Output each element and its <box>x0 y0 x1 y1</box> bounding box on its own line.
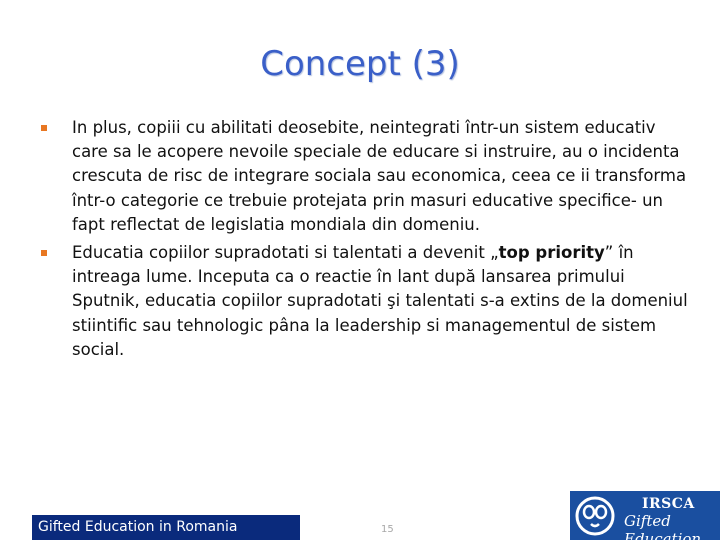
logo-bottom-text: Gifted Education <box>624 512 702 548</box>
owl-emblem-icon <box>574 494 616 537</box>
bullet-text: In plus, copiii cu abilitati deosebite, neintegrati într-un sistem educativ care sa le acopere nevoile speciale de educare si instruire, au o incidenta crescuta de risc de integrare sociala sau economica, ceea ce ii transforma într-o categorie ce trebuie protejata prin masuri educative specifice- un fapt reflectat de legislatia mondiala din domeniu. <box>72 118 687 234</box>
bullet-item <box>40 241 690 362</box>
bullet-text-part: Educatia copiilor supradotati si talentati a devenit „ <box>72 243 499 263</box>
bullet-square-icon <box>41 125 47 131</box>
bullet-item <box>40 116 690 237</box>
irsca-logo <box>570 491 720 548</box>
bullet-square-icon <box>41 250 47 256</box>
bullet-text-emphasis: top priority <box>498 243 605 263</box>
footer-label: Gifted Education in Romania <box>38 519 238 535</box>
logo-top-text: IRSCA <box>642 496 695 512</box>
bullet-text <box>72 241 690 362</box>
slide-title: Concept (3) <box>260 44 460 84</box>
page-number: 15 <box>381 524 394 535</box>
bullet-text-part: ” în intreaga lume. Inceputa ca o reactie în lant după lansarea primului Sputnik, educatia copiilor supradotati şi talentati s-a extins de la domeniul stiintific sau tehnologic pâna la leadership si managementul de sistem social. <box>72 243 688 359</box>
footer-bar <box>32 515 300 540</box>
bullet-list <box>40 116 690 366</box>
